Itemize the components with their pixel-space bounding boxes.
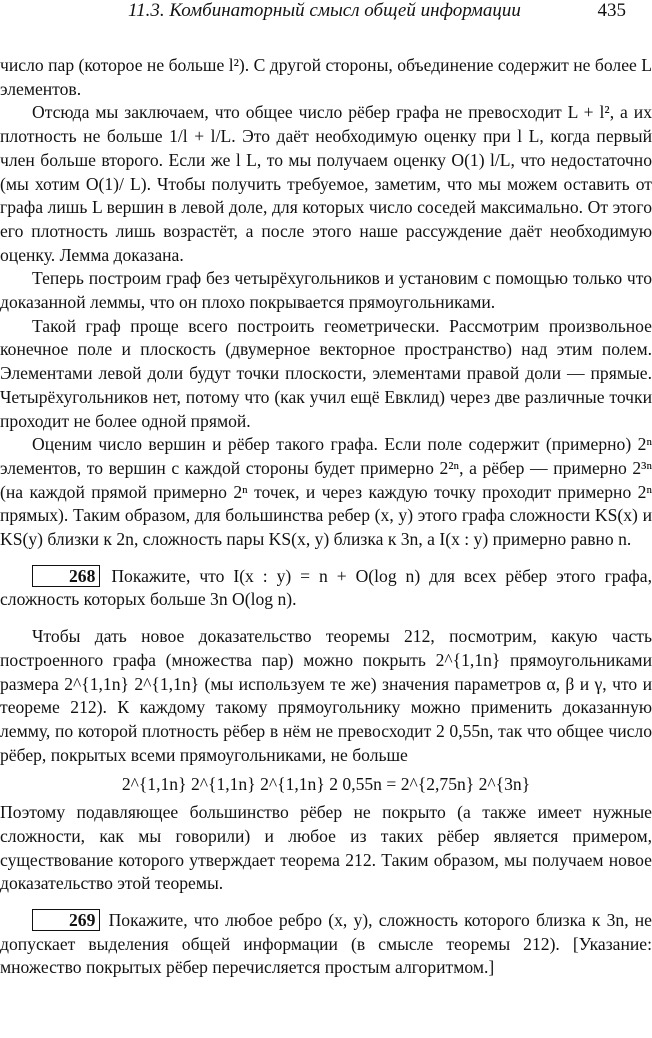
page-number: 435 [597, 0, 626, 21]
page-body [0, 54, 652, 980]
problem-268 [0, 565, 652, 612]
paragraph: Поэтому подавляющее большинство рёбер не покрыто (а также имеет нужные сложности, как мы говорили) и любое из таких рёбер является примером, существование которого утверждает теорема 212. Таким образом, мы получаем новое доказательство этой теоремы. [0, 802, 652, 894]
display-formula: 2^{1,1n} 2^{1,1n} 2^{1,1n} 2 0,55n = 2^{2,75n} 2^{3n} [121, 774, 531, 795]
problem-number: 268 [32, 565, 100, 587]
paragraph: Теперь построим граф без четырёхугольников и установим с помощью только что доказанной леммы, что он плохо покрывается прямоугольниками. [0, 268, 652, 313]
page-header [0, 0, 652, 26]
paragraph: Отсюда мы заключаем, что общее число рёбер графа не превосходит L + l², а их плотность не больше 1/l + l/L. Это даёт необходимую оценку при l L, когда первый член больше второго. Если же l L, то мы получаем оценку O(1) l/L, что недостаточно (мы хотим O(1)/ L). Чтобы получить требуемое, заметим, что мы можем оставить от графа лишь L вершин в левой доле, для которых число соседей максимально. От этого его плотность лишь возрастёт, а после этого наше рассуждение даёт необходимую оценку. Лемма доказана. [0, 102, 652, 265]
running-title: 11.3. Комбинаторный смысл общей информации [128, 0, 521, 21]
paragraph: Такой граф проще всего построить геометрически. Рассмотрим произвольное конечное поле и плоскость (двумерное векторное пространство) над этим полем. Элементами левой доли будут точки плоскости, элементами правой доли — прямые. Четырёхугольников нет, потому что (как учил ещё Евклид) через две различные точки проходит не более одной прямой. [0, 315, 652, 431]
paragraph: число пар (которое не больше l²). С другой стороны, объединение содержит не более L элементов. [0, 55, 652, 99]
paragraph: Чтобы дать новое доказательство теоремы 212, посмотрим, какую часть построенного графа (множества пар) можно покрыть 2^{1,1n} прямоугольниками размера 2^{1,1n} 2^{1,1n} (мы используем те же) значения параметров α, β и γ, что и теореме 212). К каждому такому прямоугольнику можно применить доказанную лемму, по которой плотность рёбер в нём не превосходит 2 0,55n, так что общее число рёбер, покрытых всеми прямоугольниками, не больше [0, 626, 652, 765]
paragraph: Оценим число вершин и рёбер такого графа. Если поле содержит (примерно) 2ⁿ элементов, то вершин с каждой стороны будет примерно 2²ⁿ, а рёбер — примерно 2³ⁿ (на каждой прямой примерно 2ⁿ точек, и через каждую точку проходит примерно 2ⁿ прямых). Таким образом, для большинства ребер (x, y) этого графа сложности KS(x) и KS(y) близки к 2n, сложность пары KS(x, y) близка к 3n, а I(x : y) примерно равно n. [0, 434, 652, 550]
problem-text: Покажите, что I(x : y) = n + O(log n) для всех рёбер этого графа, сложность которых больше 3n O(log n). [0, 565, 652, 610]
problem-text: Покажите, что любое ребро (x, y), сложность которого близка к 3n, не допускает выделения общей информации (в смысле теоремы 212). [Указание: множество покрытых рёбер перечисляется простым алгоритмом.] [0, 909, 652, 978]
problem-number: 269 [32, 909, 100, 931]
problem-269 [0, 909, 652, 980]
